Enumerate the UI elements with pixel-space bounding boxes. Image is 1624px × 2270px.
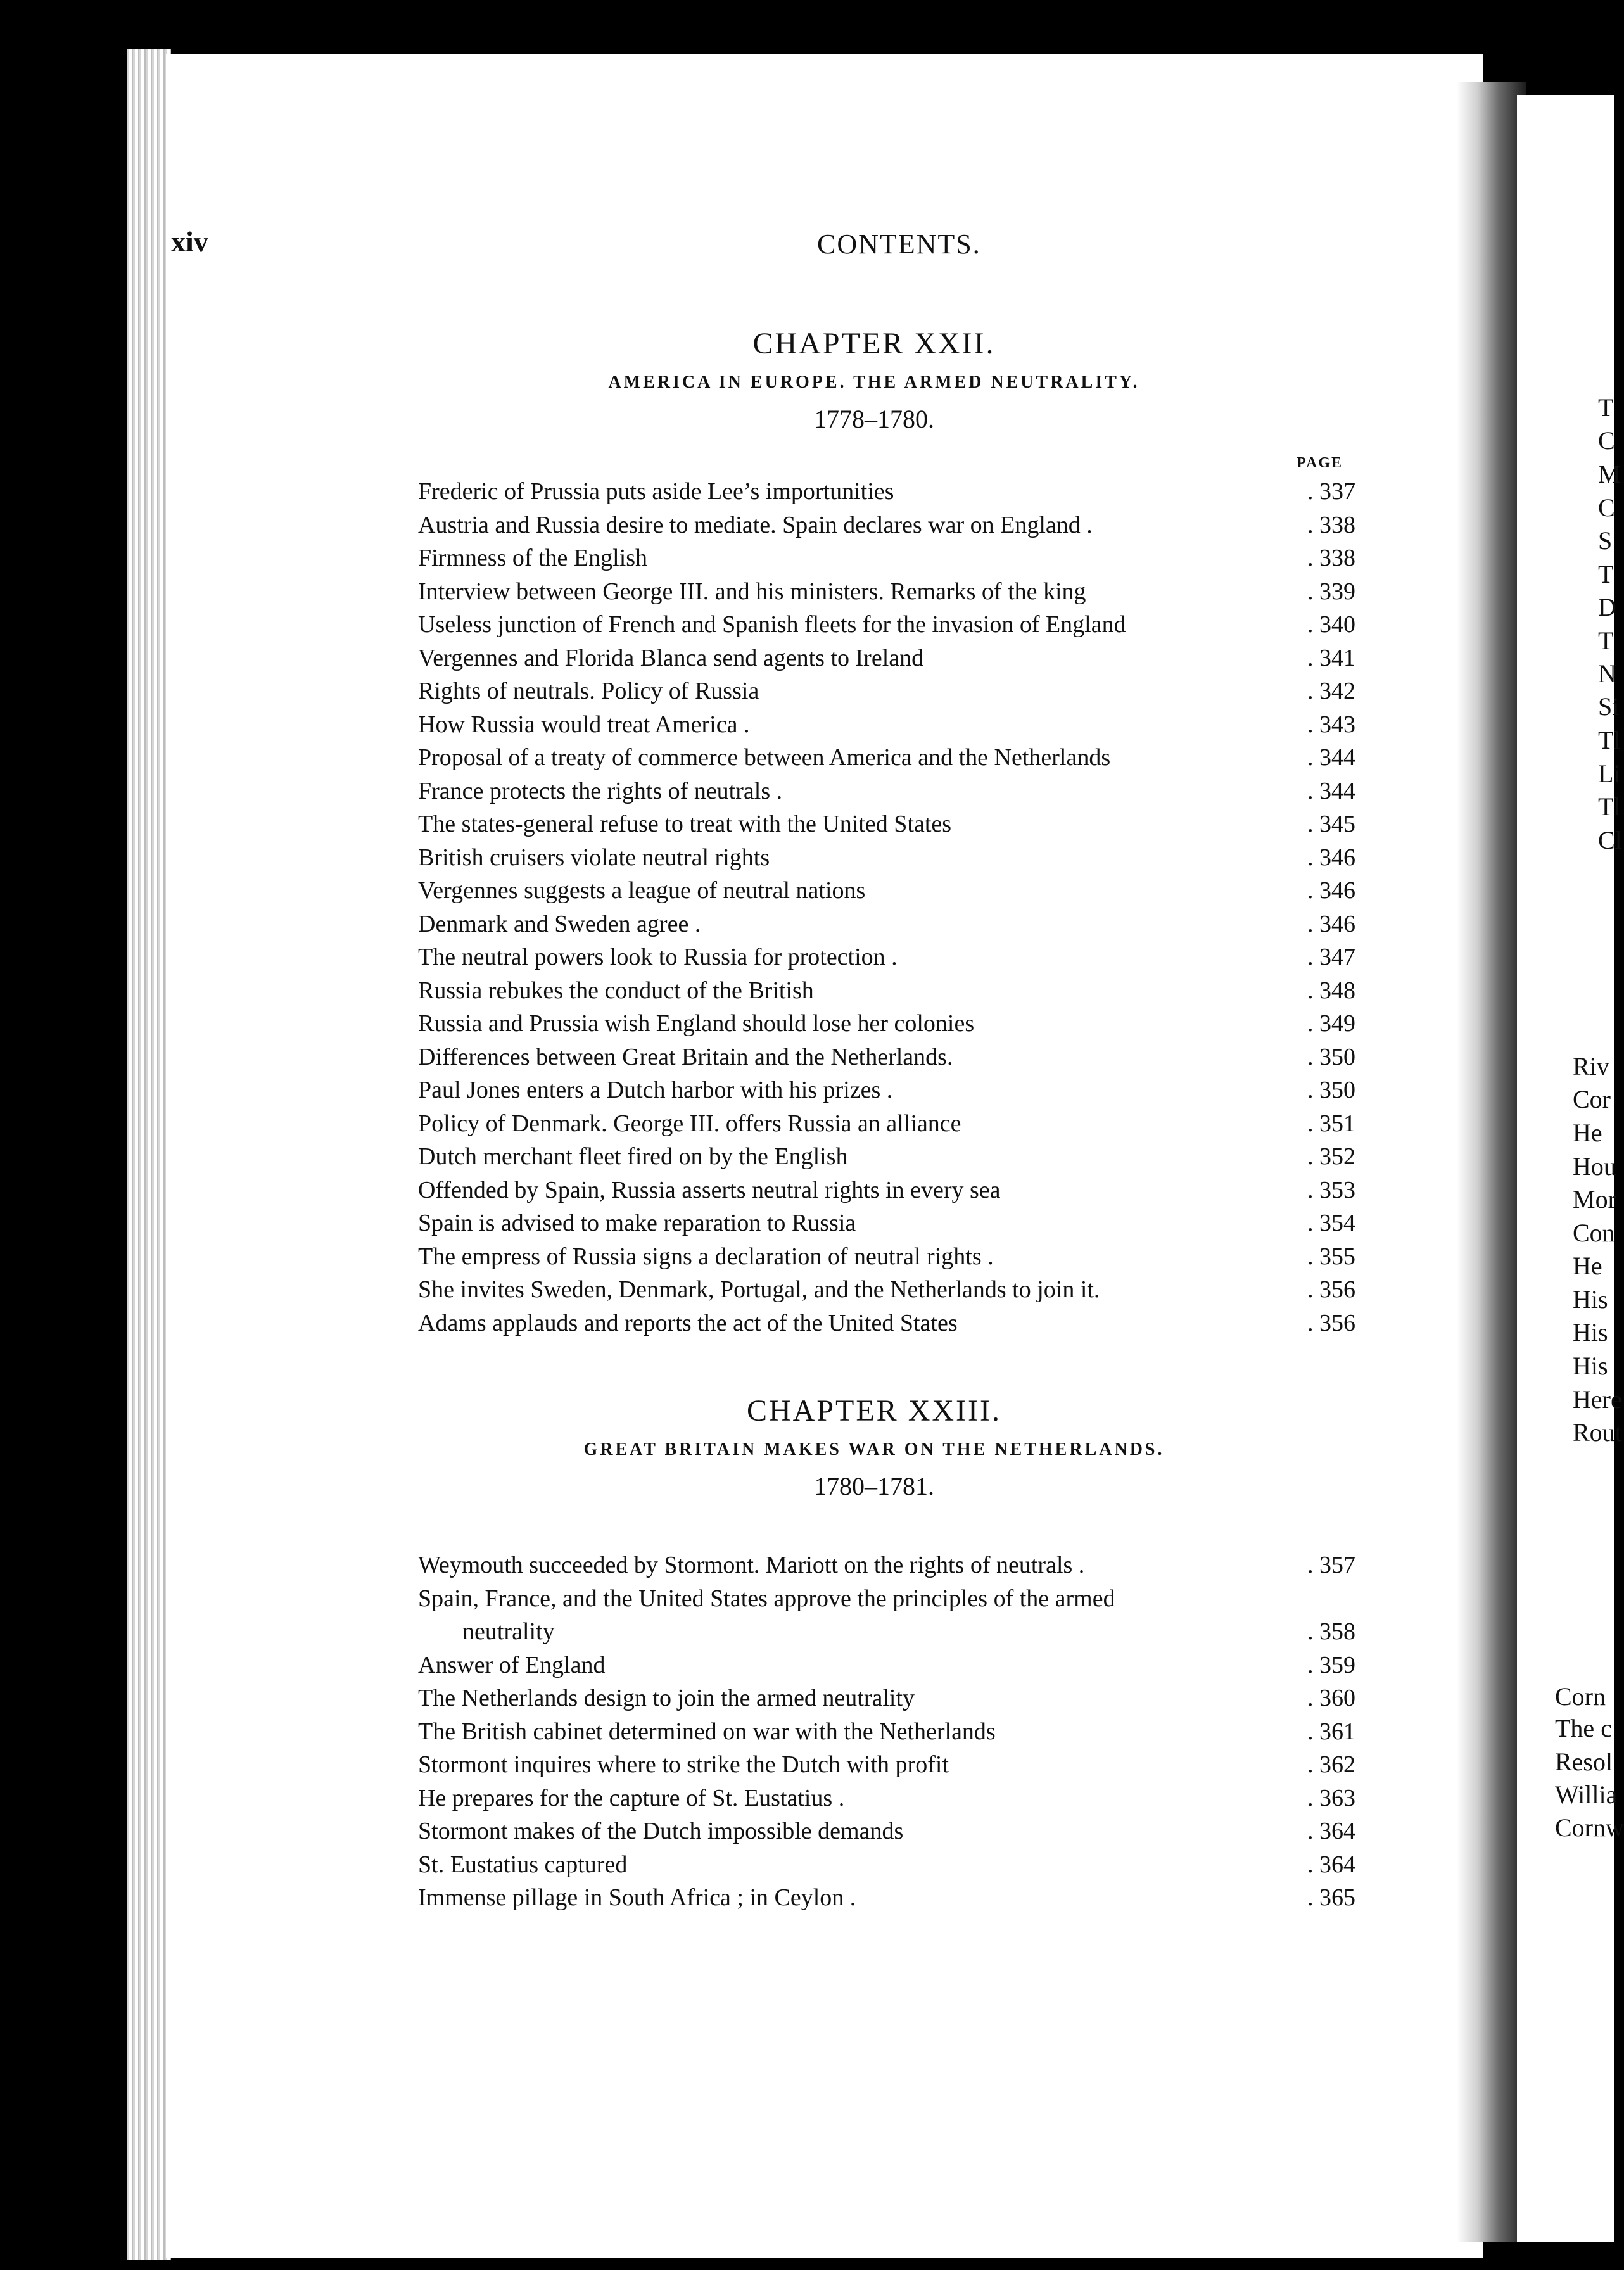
toc-entry-title: Weymouth succeeded by Stormont. Mariott on the rights of neutrals . (418, 1552, 1085, 1578)
toc-entry-title: British cruisers violate neutral rights (418, 844, 770, 871)
toc-entry-title: How Russia would treat America . (418, 711, 750, 738)
toc-entry-title: Stormont inquires where to strike the Dutch with profit (418, 1751, 949, 1778)
toc-entry (418, 1881, 1355, 1915)
toc-entry-title: Offended by Spain, Russia asserts neutral rights in every sea (418, 1176, 1001, 1203)
toc-entry (418, 708, 1355, 742)
toc-entry (418, 1207, 1355, 1240)
toc-entry (418, 1074, 1355, 1107)
toc-entry (418, 509, 1355, 542)
toc-entry (418, 1848, 1355, 1882)
toc-entry-page: . 356 (1292, 1273, 1355, 1306)
toc-entry-page: . 359 (1292, 1649, 1355, 1682)
facing-page-fragment: Cor (1573, 1085, 1611, 1113)
toc-entry (418, 1307, 1355, 1340)
toc-entry-title: He prepares for the capture of St. Eustatius . (418, 1784, 845, 1811)
facing-page-fragment: Tl (1598, 726, 1621, 754)
toc-entry-page: . 358 (1292, 1615, 1355, 1648)
toc-list (418, 455, 1355, 1340)
toc-entry-page: . 360 (1292, 1682, 1355, 1715)
facing-page-fragment: Hou (1573, 1152, 1616, 1181)
toc-entry-title: Stormont makes of the Dutch impossible demands (418, 1818, 904, 1844)
toc-entry-page: . 340 (1292, 608, 1355, 641)
toc-entry-title: Vergennes suggests a league of neutral nations (418, 877, 866, 904)
toc-entry-title: She invites Sweden, Denmark, Portugal, and the Netherlands to join it. (418, 1276, 1100, 1303)
facing-page-fragment: T (1598, 393, 1614, 422)
toc-entry-page: . 338 (1292, 509, 1355, 542)
toc-entry (418, 1549, 1355, 1582)
toc-entry-title: Paul Jones enters a Dutch harbor with his prizes . (418, 1077, 893, 1103)
toc-entry (418, 1815, 1355, 1848)
facing-page-fragment: Mor (1573, 1185, 1616, 1214)
toc-entry-page: . 365 (1292, 1881, 1355, 1914)
facing-page-fragment: S (1598, 526, 1613, 555)
facing-page-fragment: D (1598, 593, 1616, 621)
toc-entry-title: Vergennes and Florida Blanca send agents to Ireland (418, 644, 924, 671)
toc-entry-title: Frederic of Prussia puts aside Lee’s importunities (418, 478, 894, 505)
toc-entry (418, 1748, 1355, 1782)
toc-entry (418, 542, 1355, 575)
facing-page (1517, 95, 1624, 2242)
toc-entry (418, 874, 1355, 908)
facing-page-fragment: Cornw (1555, 1813, 1624, 1842)
toc-entry-title: Differences between Great Britain and the Netherlands. (418, 1043, 953, 1070)
toc-entry-title: St. Eustatius captured (418, 1851, 628, 1878)
toc-entry-title: Russia rebukes the conduct of the British (418, 977, 814, 1004)
toc-entry-page: . 349 (1292, 1007, 1355, 1040)
toc-entry (418, 1007, 1355, 1041)
toc-entry (418, 608, 1355, 642)
toc-entry-title: Firmness of the English (418, 545, 648, 571)
toc-entry-title: The states-general refuse to treat with the United States (418, 811, 952, 837)
toc-entry (418, 1140, 1355, 1174)
toc-entry-title-continued: neutrality (462, 1618, 555, 1645)
chapter-heading (393, 326, 1355, 434)
facing-page-fragment: Si (1598, 692, 1620, 721)
toc-entry-page: . 344 (1292, 741, 1355, 774)
facing-page-fragment: C (1598, 493, 1615, 522)
toc-entry (418, 1649, 1355, 1682)
toc-entry-page: . 355 (1292, 1240, 1355, 1273)
toc-entry-title: France protects the rights of neutrals . (418, 777, 783, 804)
toc-entry-title: Spain, France, and the United States approve the principles of the armed (418, 1585, 1115, 1612)
toc-entry-page: . 350 (1292, 1041, 1355, 1074)
toc-entry-page: . 344 (1292, 775, 1355, 808)
toc-entry-page: . 339 (1292, 575, 1355, 608)
facing-page-fragment: He (1573, 1119, 1602, 1147)
toc-entry-page: . 356 (1292, 1307, 1355, 1340)
toc-entry (418, 1682, 1355, 1715)
toc-entry-title: Russia and Prussia wish England should lose her colonies (418, 1010, 975, 1037)
toc-entry (418, 575, 1355, 609)
toc-entry-page: . 343 (1292, 708, 1355, 741)
page-folio: xiv (171, 225, 208, 258)
toc-entry-title: Policy of Denmark. George III. offers Russia an alliance (418, 1110, 961, 1137)
facing-page-fragment: Cl (1598, 826, 1622, 854)
facing-page-fragment: He (1573, 1252, 1602, 1280)
facing-page-fragment: Corn (1555, 1682, 1606, 1711)
toc-entry (418, 1240, 1355, 1274)
toc-entry-page: . 346 (1292, 908, 1355, 941)
chapter-title: CHAPTER XXIII. (747, 1394, 1001, 1428)
toc-entry-page: . 352 (1292, 1140, 1355, 1173)
toc-entry-title: Dutch merchant fleet fired on by the English (418, 1143, 848, 1170)
toc-entry (418, 675, 1355, 708)
toc-entry (418, 841, 1355, 875)
toc-entry-page: . 337 (1292, 475, 1355, 508)
toc-entry (418, 642, 1355, 675)
toc-entry (418, 1782, 1355, 1815)
running-title: CONTENTS. (817, 229, 981, 260)
toc-entry-page: . 348 (1292, 974, 1355, 1007)
toc-entry (418, 1107, 1355, 1141)
toc-list (418, 1549, 1355, 1915)
toc-entry (418, 1041, 1355, 1074)
toc-entry-title: Denmark and Sweden agree . (418, 910, 701, 937)
facing-page-fragment: Riv (1573, 1052, 1609, 1081)
toc-entry-page: . 354 (1292, 1207, 1355, 1240)
toc-entry-page: . 338 (1292, 542, 1355, 574)
toc-entry-page: . 345 (1292, 808, 1355, 840)
toc-entry-title: Rights of neutrals. Policy of Russia (418, 678, 759, 704)
toc-entry (418, 974, 1355, 1008)
page-column-label: PAGE (1297, 455, 1343, 471)
facing-page-fragment: C (1598, 426, 1615, 455)
toc-entry (418, 941, 1355, 974)
facing-page-fragment: His (1573, 1285, 1608, 1314)
toc-entry (418, 1174, 1355, 1207)
toc-entry-page: . 363 (1292, 1782, 1355, 1815)
toc-entry (418, 908, 1355, 941)
toc-entry-page: . 362 (1292, 1748, 1355, 1781)
toc-entry (418, 1582, 1355, 1649)
toc-entry-page: . 357 (1292, 1549, 1355, 1582)
toc-entry-page: . 353 (1292, 1174, 1355, 1207)
toc-entry (418, 775, 1355, 808)
toc-entry-page: . 347 (1292, 941, 1355, 973)
toc-entry-title: Immense pillage in South Africa ; in Ceylon . (418, 1884, 856, 1911)
toc-entry (418, 741, 1355, 775)
chapter-subtitle: GREAT BRITAIN MAKES WAR ON THE NETHERLANDS. (583, 1440, 1165, 1459)
facing-page-fragment: Tl (1598, 792, 1621, 821)
chapter-subtitle: AMERICA IN EUROPE. THE ARMED NEUTRALITY. (608, 372, 1140, 392)
toc-entry-page: . 361 (1292, 1715, 1355, 1748)
facing-page-fragment: Rout (1573, 1418, 1622, 1447)
facing-page-fragment: M (1598, 460, 1621, 488)
toc-entry-page: . 341 (1292, 642, 1355, 675)
toc-entry-title: Spain is advised to make reparation to Russia (418, 1210, 856, 1236)
toc-entry-title: Proposal of a treaty of commerce between America and the Netherlands (418, 744, 1111, 771)
toc-entry-page: . 364 (1292, 1815, 1355, 1848)
toc-entry-title: The British cabinet determined on war with the Netherlands (418, 1718, 996, 1745)
facing-page-fragment: Resol (1555, 1747, 1613, 1776)
facing-page-fragment: T (1598, 626, 1614, 655)
toc-entry-title: Interview between George III. and his ministers. Remarks of the king (418, 578, 1086, 605)
toc-entry (418, 808, 1355, 841)
toc-entry-page: . 346 (1292, 874, 1355, 907)
facing-page-fragment: His (1573, 1318, 1608, 1347)
toc-entry-title: The empress of Russia signs a declaration of neutral rights . (418, 1243, 994, 1270)
chapter-heading (393, 1393, 1355, 1501)
toc-entry-title: The Netherlands design to join the armed neutrality (418, 1685, 915, 1711)
toc-entry-page: . 364 (1292, 1848, 1355, 1881)
toc-entry-page: . 351 (1292, 1107, 1355, 1140)
toc-entry-page: . 342 (1292, 675, 1355, 707)
chapter-title: CHAPTER XXII. (752, 327, 996, 360)
toc-entry (418, 1273, 1355, 1307)
toc-entry-title: Adams applauds and reports the act of the United States (418, 1309, 958, 1336)
facing-page-fragment: Willia (1555, 1780, 1618, 1809)
facing-page-fragment: Con (1573, 1219, 1615, 1247)
facing-page-fragment: The c (1555, 1714, 1612, 1742)
chapter-years: 1778–1780. (814, 405, 934, 433)
toc-entry-title: Austria and Russia desire to mediate. Spain declares war on England . (418, 511, 1093, 538)
facing-page-fragment: Li (1598, 759, 1621, 788)
toc-entry (418, 1715, 1355, 1749)
page-edges (127, 49, 171, 2260)
toc-entry-title: The neutral powers look to Russia for protection . (418, 944, 898, 970)
facing-page-fragment: Here (1573, 1385, 1622, 1414)
toc-entry-title: Answer of England (418, 1651, 606, 1678)
toc-entry-page: . 350 (1292, 1074, 1355, 1106)
book-gutter (1457, 82, 1526, 2242)
chapter-years: 1780–1781. (814, 1472, 934, 1500)
facing-page-fragment: N (1598, 659, 1616, 688)
toc-entry (418, 475, 1355, 509)
facing-page-fragment: His (1573, 1352, 1608, 1380)
facing-page-fragment: T (1598, 560, 1614, 588)
toc-entry-page: . 346 (1292, 841, 1355, 874)
toc-entry-title: Useless junction of French and Spanish fleets for the invasion of England (418, 611, 1126, 638)
